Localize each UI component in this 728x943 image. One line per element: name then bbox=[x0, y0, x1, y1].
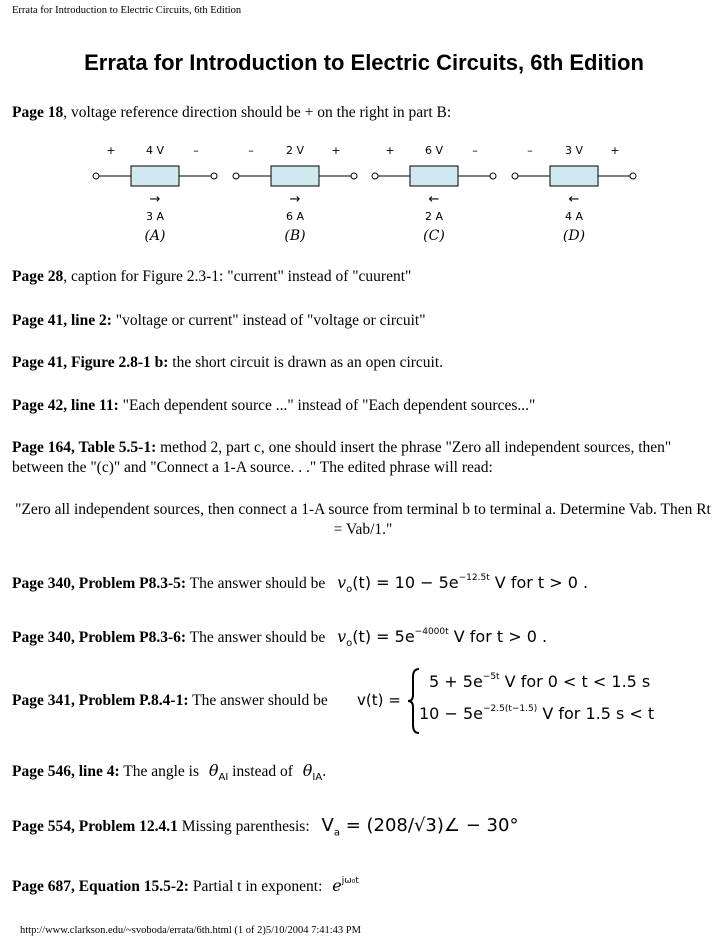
right-sign: + bbox=[331, 145, 341, 157]
voltage-label: 3 V bbox=[564, 145, 584, 157]
piecewise-line-1: $5 + 5e^{-5t}$ V for 0 < t < 1.5 s bbox=[429, 672, 651, 691]
erratum-text: "voltage or current" instead of "voltage or circuit" bbox=[111, 312, 426, 329]
angle-symbol-correct: $\theta_{AI}$ bbox=[208, 761, 229, 784]
terminal-right bbox=[351, 173, 357, 179]
right-sign: – bbox=[193, 145, 199, 157]
terminal-left bbox=[512, 173, 518, 179]
voltage-label: 4 V bbox=[145, 145, 165, 157]
current-label: 2 A bbox=[424, 210, 444, 223]
erratum-page-687 bbox=[12, 871, 359, 897]
erratum-text: method 2, part c, one should insert the phrase "Zero all independent sources, then" between the "(c)" and "Connect a 1-A source. . ." The edited phrase will read: bbox=[12, 439, 672, 476]
erratum-text: The answer should be bbox=[186, 575, 326, 592]
resistor-svg bbox=[365, 145, 515, 245]
erratum-label: Page 164, Table 5.5-1: bbox=[12, 439, 157, 456]
part-label: (B) bbox=[284, 228, 306, 244]
right-sign: – bbox=[472, 145, 478, 157]
brace-icon bbox=[407, 667, 421, 735]
edited-phrase-quote: "Zero all independent sources, then connect a 1-A source from terminal b to terminal a. Determine Vab. Then Rt = Vab/1." bbox=[15, 501, 711, 538]
angle-symbol-wrong: $\theta_{IA}$ bbox=[302, 761, 323, 784]
erratum-page-554 bbox=[12, 816, 518, 844]
resistor-diagram bbox=[365, 145, 515, 250]
left-sign: – bbox=[248, 145, 254, 157]
piecewise-lhs: v(t) = bbox=[357, 691, 401, 709]
answer-equation: $v_o(t) = 10 - 5e^{-12.5t}$ V for t > 0 . bbox=[337, 573, 589, 596]
erratum-label: Page 554, Problem 12.4.1 bbox=[12, 818, 178, 835]
piecewise-line-2: $10 - 5e^{-2.5(t-1.5)}$ V for 1.5 s < t bbox=[419, 704, 655, 723]
terminal-left bbox=[372, 173, 378, 179]
resistor-svg bbox=[226, 145, 376, 245]
resistor-body bbox=[131, 166, 179, 186]
erratum-page-18 bbox=[12, 103, 451, 123]
erratum-label: Page 340, Problem P8.3-5: bbox=[12, 575, 187, 592]
erratum-text: the short circuit is drawn as an open circuit. bbox=[168, 354, 444, 371]
erratum-text: , voltage reference direction should be + on the right in part B: bbox=[63, 104, 452, 121]
phasor-equation: $V_a$ = (208/√3)∠ − 30° bbox=[321, 815, 519, 839]
resistor-body bbox=[550, 166, 598, 186]
erratum-label: Page 341, Problem P.8.4-1: bbox=[12, 692, 189, 709]
resistor-svg bbox=[86, 145, 236, 245]
erratum-text: The angle is bbox=[119, 763, 199, 780]
erratum-text: The answer should be bbox=[186, 629, 326, 646]
erratum-label: Page 42, line 11: bbox=[12, 397, 119, 414]
terminal-left bbox=[93, 173, 99, 179]
page-title: Errata for Introduction to Electric Circuits, 6th Edition bbox=[84, 50, 644, 75]
left-sign: + bbox=[106, 145, 116, 157]
resistor-diagram bbox=[505, 145, 655, 250]
erratum-page-546: Page 546, line 4: The angle is $\theta_{AI}$ instead of $\theta_{IA}$. bbox=[12, 761, 327, 784]
voltage-label: 2 V bbox=[285, 145, 305, 157]
resistor-diagram bbox=[86, 145, 236, 250]
voltage-label: 6 V bbox=[424, 145, 444, 157]
erratum-page-42 bbox=[12, 396, 535, 416]
terminal-right bbox=[211, 173, 217, 179]
terminal-left bbox=[233, 173, 239, 179]
erratum-page-340-p8-3-6 bbox=[12, 622, 547, 654]
erratum-page-28 bbox=[12, 267, 411, 287]
erratum-label: Page 28 bbox=[12, 268, 64, 285]
page-footer-url: http://www.clarkson.edu/~svoboda/errata/6th.html (1 of 2)5/10/2004 7:41:43 PM bbox=[20, 925, 361, 936]
erratum-text: Missing parenthesis: bbox=[177, 818, 310, 835]
left-sign: + bbox=[385, 145, 395, 157]
terminal-right bbox=[630, 173, 636, 179]
erratum-text: The answer should be bbox=[188, 692, 328, 709]
erratum-label: Page 18 bbox=[12, 104, 64, 121]
part-label: (A) bbox=[144, 228, 166, 244]
erratum-page-41-figure bbox=[12, 353, 443, 373]
current-arrow: → bbox=[289, 192, 301, 207]
erratum-label: Page 687, Equation 15.5-2: bbox=[12, 878, 189, 895]
current-arrow: → bbox=[149, 192, 161, 207]
part-label: (D) bbox=[562, 228, 586, 244]
erratum-page-41-line-2 bbox=[12, 311, 426, 331]
current-label: 4 A bbox=[564, 210, 584, 223]
erratum-label: Page 340, Problem P8.3-6: bbox=[12, 629, 187, 646]
current-label: 6 A bbox=[285, 210, 305, 223]
current-arrow: ← bbox=[568, 192, 580, 207]
browser-header: Errata for Introduction to Electric Circuits, 6th Edition bbox=[12, 5, 242, 16]
terminal-right bbox=[490, 173, 496, 179]
current-label: 3 A bbox=[145, 210, 165, 223]
resistor-body bbox=[410, 166, 458, 186]
resistor-body bbox=[271, 166, 319, 186]
erratum-text: "Each dependent source ..." instead of "Each dependent sources..." bbox=[118, 397, 536, 414]
exponent-expression: $e^{j\omega_0t}$ bbox=[332, 876, 359, 895]
erratum-page-341 bbox=[12, 691, 328, 711]
erratum-page-164 bbox=[12, 438, 712, 478]
left-sign: – bbox=[527, 145, 533, 157]
resistor-diagram bbox=[226, 145, 376, 250]
current-arrow: ← bbox=[428, 192, 440, 207]
erratum-label: Page 546, line 4: bbox=[12, 763, 120, 780]
erratum-label: Page 41, line 2: bbox=[12, 312, 112, 329]
erratum-page-340-p8-3-5 bbox=[12, 568, 588, 600]
right-sign: + bbox=[610, 145, 620, 157]
part-label: (C) bbox=[423, 228, 445, 244]
resistor-svg bbox=[505, 145, 655, 245]
erratum-text: , caption for Figure 2.3-1: "current" instead of "cuurent" bbox=[63, 268, 412, 285]
erratum-text: Partial t in exponent: bbox=[188, 878, 323, 895]
answer-equation: $v_o(t) = 5e^{-4000t}$ V for t > 0 . bbox=[337, 627, 548, 650]
erratum-label: Page 41, Figure 2.8-1 b: bbox=[12, 354, 169, 371]
